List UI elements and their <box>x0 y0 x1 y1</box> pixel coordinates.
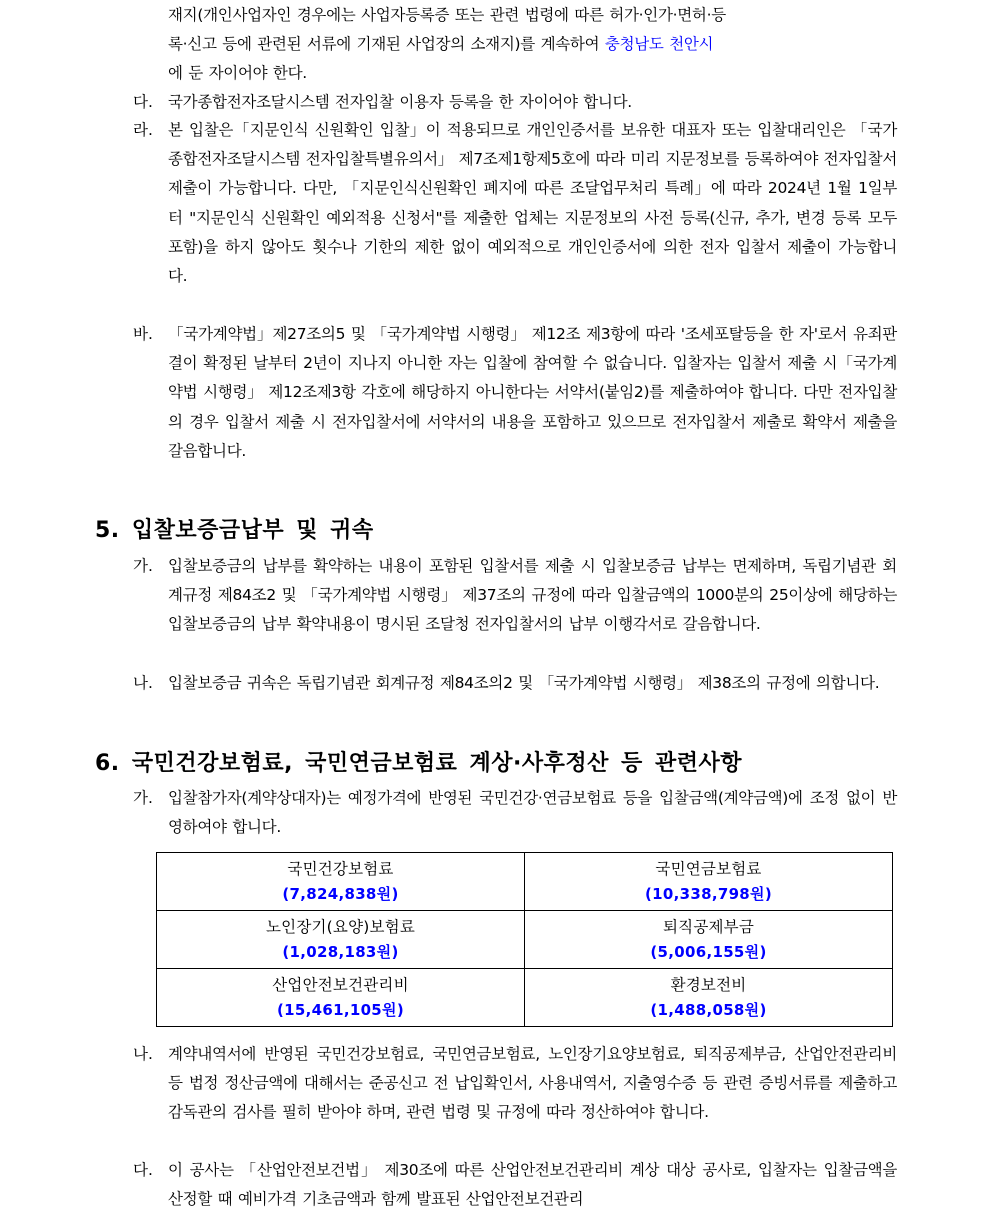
fee-amount: (5,006,155원) <box>650 942 767 961</box>
list-item-text: 이 공사는 「산업안전보건법」 제30조에 따른 산업안전보건관리비 계상 대상 공사로, 입찰자는 입찰금액을 산정할 때 예비가격 기초금액과 함께 발표된 산업안전보건관리 <box>168 1161 897 1209</box>
fee-amount: (1,028,183원) <box>282 942 399 961</box>
section-6-heading: 6. 국민건강보험료, 국민연금보험료 계상·사후정산 등 관련사항 <box>95 751 742 776</box>
list-item-text: 「국가계약법」제27조의5 및 「국가계약법 시행령」 제12조 제3항에 따라 '조세포탈등을 한 자'로서 유죄판결이 확정된 날부터 2년이 지나지 아니한 자는 입찰에 참여할 수 없습니다. 입찰자는 입찰서 제출 시「국가계약법 시행령」 제12조제3항 각호에 해당하지 아니한다는 서약서(붙임2)를 제출하여야 합니다. 다만 전자입찰의 경우 입찰서 제출 시 전자입찰서에 서약서의 내용을 포함하고 있으므로 전자입찰서 제출로 확약서 제출을 갈음합니다. <box>168 325 897 460</box>
list-marker: 다. <box>133 1161 153 1179</box>
fee-amount: (15,461,105원) <box>277 1000 404 1019</box>
location-highlight: 충청남도 천안시 <box>604 35 714 54</box>
list-item-text: 국가종합전자조달시스템 전자입찰 이용자 등록을 한 자이어야 합니다. <box>168 93 632 111</box>
list-marker: 나. <box>133 1045 153 1063</box>
fee-label: 국민연금보험료 <box>655 859 762 878</box>
section-5-item-ga <box>133 552 897 640</box>
list-marker: 라. <box>133 121 153 139</box>
list-item-text: 입찰참가자(계약상대자)는 예정가격에 반영된 국민건강·연금보험료 등을 입찰금액(계약금액)에 조정 없이 반영하여야 합니다. <box>168 789 897 837</box>
section-6-item-da <box>133 1156 897 1214</box>
list-item-text: 계약내역서에 반영된 국민건강보험료, 국민연금보험료, 노인장기요양보험료, 퇴직공제부금, 산업안전관리비 등 법정 정산금액에 대해서는 준공신고 전 납입확인서, 사용내역서, 지출영수증 등 관련 증빙서류를 제출하고 감독관의 검사를 필히 받아야 하며, 관련 법령 및 규정에 따라 정산하여야 합니다. <box>168 1045 897 1122</box>
fee-label: 퇴직공제부금 <box>662 917 755 936</box>
table-cell <box>157 911 525 969</box>
list-marker: 가. <box>133 789 153 807</box>
section-5-item-na <box>133 669 897 698</box>
list-item-ba <box>133 320 897 466</box>
list-item-da <box>133 88 897 117</box>
list-item-text: 입찰보증금의 납부를 확약하는 내용이 포함된 입찰서를 제출 시 입찰보증금 납부는 면제하며, 독립기념관 회계규정 제84조2 및 「국가계약법 시행령」 제37조의 규정에 따라 입찰금액의 1000분의 25이상에 해당하는 입찰보증금의 납부 확약내용이 명시된 조달청 전자입찰서의 납부 이행각서로 갈음합니다. <box>168 557 897 634</box>
fee-amount: (7,824,838원) <box>282 884 399 903</box>
fee-amount: (10,338,798원) <box>645 884 772 903</box>
section-5-heading: 5. 입찰보증금납부 및 귀속 <box>95 518 374 543</box>
list-item-text: 본 입찰은「지문인식 신원확인 입찰」이 적용되므로 개인인증서를 보유한 대표자 또는 입찰대리인은 「국가종합전자조달시스템 전자입찰특별유의서」 제7조제1항제5호에 따라 미리 지문정보를 등록하여야 전자입찰서 제출이 가능합니다. 다만, 「지문인식신원확인 폐지에 따른 조달업무처리 특례」에 따라 2024년 1월 1일부터 "지문인식 신원확인 예외적용 신청서"를 제출한 업체는 지문정보의 사전 등록(신규, 추가, 변경 등록 모두 포함)을 하지 않아도 횟수나 기한의 제한 없이 예외적으로 개인인증서에 의한 전자 입찰서 제출이 가능합니다. <box>168 121 897 286</box>
fee-label: 환경보전비 <box>670 975 747 994</box>
fee-label: 국민건강보험료 <box>287 859 394 878</box>
intro-line-1: 재지(개인사업자인 경우에는 사업자등록증 또는 관련 법령에 따른 허가·인가·면허·등 <box>168 6 726 24</box>
table-row <box>157 911 893 969</box>
fee-amount: (1,488,058원) <box>650 1000 767 1019</box>
intro-continuation <box>168 1 897 89</box>
list-item-text: 입찰보증금 귀속은 독립기념관 회계규정 제84조의2 및 「국가계약법 시행령」 제38조의 규정에 의합니다. <box>168 674 880 692</box>
list-marker: 나. <box>133 674 153 692</box>
intro-line-2: 록·신고 등에 관련된 서류에 기재된 사업장의 소재지)를 계속하여 <box>168 35 605 54</box>
section-6-item-ga <box>133 784 897 842</box>
section-6-item-na <box>133 1040 897 1128</box>
table-row <box>157 969 893 1027</box>
table-row <box>157 853 893 911</box>
list-item-ra <box>133 116 897 291</box>
list-marker: 바. <box>133 325 153 343</box>
list-marker: 다. <box>133 93 153 111</box>
fee-label: 산업안전보건관리비 <box>272 975 409 994</box>
table-cell <box>157 853 525 911</box>
insurance-fee-table <box>156 852 893 1027</box>
fee-label: 노인장기(요양)보험료 <box>265 917 416 936</box>
table-cell <box>525 969 893 1027</box>
table-cell <box>525 853 893 911</box>
intro-line-3: 에 둔 자이어야 한다. <box>168 64 307 83</box>
list-marker: 가. <box>133 557 153 575</box>
table-cell <box>157 969 525 1027</box>
table-cell <box>525 911 893 969</box>
